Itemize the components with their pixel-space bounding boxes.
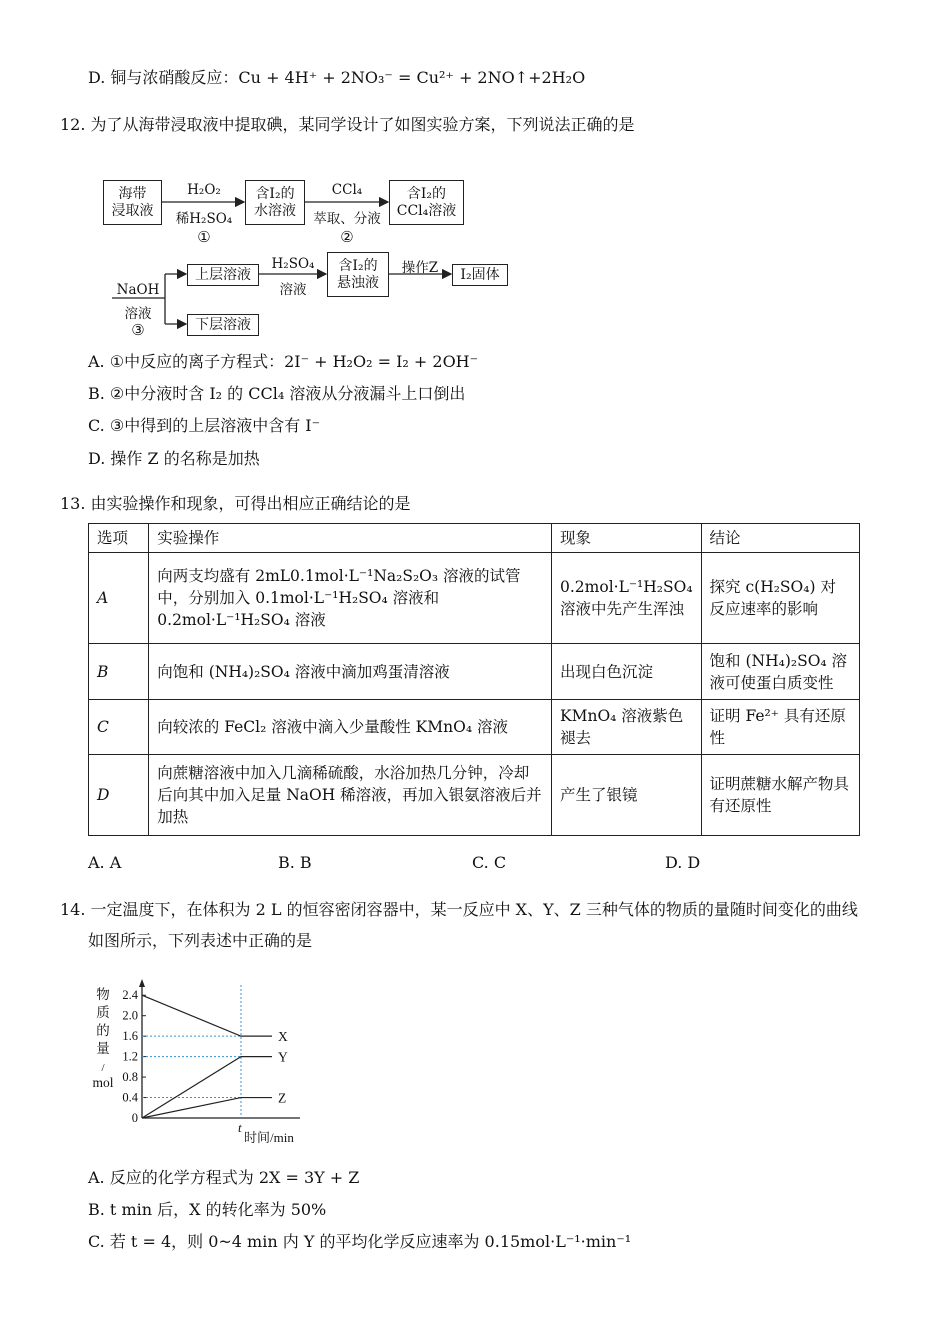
table-row — [89, 700, 860, 755]
flow-arrow2-reagent-bottom: 萃取、分液 — [313, 211, 381, 227]
header-option: 选项 — [89, 524, 149, 553]
header-conclusion: 结论 — [701, 524, 859, 553]
flow-arrow3-reagent-bottom: 溶液 — [279, 282, 307, 298]
y-axis-label-part: 质 — [96, 1005, 110, 1020]
row-label: D — [89, 755, 149, 836]
q13-experiment-table — [88, 523, 860, 836]
row-phenomenon: 出现白色沉淀 — [552, 644, 702, 700]
series-label-z: Z — [278, 1090, 287, 1106]
row-conclusion: 证明 Fe²⁺ 具有还原性 — [701, 700, 859, 755]
flow-naoh-label: NaOH — [116, 282, 160, 298]
flow-box-upper-layer: 上层溶液 — [187, 264, 259, 286]
row-conclusion: 证明蔗糖水解产物具有还原性 — [701, 755, 859, 836]
row-label: C — [89, 700, 149, 755]
row-conclusion: 饱和 (NH₄)₂SO₄ 溶液可使蛋白质变性 — [701, 644, 859, 700]
y-tick-label: 1.2 — [122, 1049, 138, 1064]
row-conclusion: 探究 c(H₂SO₄) 对反应速率的影响 — [701, 553, 859, 644]
flow-box-iodine-aqueous: 含I₂的 水溶液 — [245, 180, 305, 225]
flow-box-iodine-suspension: 含I₂的 悬浊液 — [327, 252, 389, 297]
y-axis-label-part: 量 — [96, 1041, 110, 1056]
y-tick-label: 1.6 — [122, 1029, 138, 1044]
q12-option-b: B. ②中分液时含 I₂ 的 CCl₄ 溶液从分液漏斗上口倒出 — [88, 384, 466, 403]
row-phenomenon: 产生了银镜 — [552, 755, 702, 836]
table-row — [89, 755, 860, 836]
q13-option-d: D. D — [665, 853, 701, 872]
q14-option-b: B. t min 后，X 的转化率为 50% — [88, 1200, 327, 1219]
q13-stem: 13. 由实验操作和现象，可得出相应正确结论的是 — [60, 494, 411, 513]
y-axis-label-part: mol — [92, 1075, 114, 1090]
y-tick-label: 2.0 — [122, 1008, 138, 1023]
flow-naoh-solution-label: 溶液 — [124, 306, 152, 322]
q14-stem-line2: 如图所示，下列表述中正确的是 — [88, 931, 313, 950]
q13-option-c: C. C — [472, 853, 507, 872]
q14-stem-line1: 14. 一定温度下，在体积为 2 L 的恒容密闭容器中，某一反应中 X、Y、Z 三种气体的物质的量随时间变化的曲线 — [60, 900, 858, 919]
table-header-row — [89, 524, 860, 553]
row-phenomenon: 0.2mol·L⁻¹H₂SO₄ 溶液中先产生浑浊 — [552, 553, 702, 644]
q14-option-c: C. 若 t = 4，则 0~4 min 内 Y 的平均化学反应速率为 0.15mol·L⁻¹·min⁻¹ — [88, 1232, 632, 1251]
flow-box-iodine-ccl4: 含I₂的 CCl₄溶液 — [389, 180, 464, 225]
q14-option-a: A. 反应的化学方程式为 2X = 3Y + Z — [88, 1168, 360, 1187]
flow-arrow3-reagent-top: H₂SO₄ — [271, 256, 315, 272]
y-axis-label-part: / — [101, 1062, 105, 1074]
series-line-z — [142, 1098, 272, 1118]
y-tick-label: 0.4 — [122, 1090, 138, 1105]
q12-option-a: A. ①中反应的离子方程式：2I⁻ + H₂O₂ = I₂ + 2OH⁻ — [88, 352, 479, 371]
flow-arrow4-operation: 操作Z — [401, 260, 439, 276]
flow-arrow1-reagent-bottom: 稀H₂SO₄ — [175, 211, 233, 227]
flow-arrow1-reagent-top: H₂O₂ — [187, 182, 221, 198]
flow-box-kelp-extract: 海带 浸取液 — [103, 180, 162, 225]
flow-step1-marker: ① — [197, 228, 211, 246]
row-label: B — [89, 644, 149, 700]
row-operation: 向蔗糖溶液中加入几滴稀硫酸，水浴加热几分钟，冷却后向其中加入足量 NaOH 稀溶液，再加入银氨溶液后并加热 — [149, 755, 552, 836]
y-axis-label-part: 的 — [96, 1023, 110, 1038]
q11-option-d: D. 铜与浓硝酸反应：Cu + 4H⁺ + 2NO₃⁻ = Cu²⁺ + 2NO↑+2H₂O — [88, 68, 586, 87]
y-tick-label: 0 — [131, 1111, 138, 1125]
flow-box-lower-layer: 下层溶液 — [187, 314, 259, 336]
q14-line-chart — [0, 965, 330, 1150]
q12-option-d: D. 操作 Z 的名称是加热 — [88, 449, 260, 468]
series-label-y: Y — [278, 1049, 288, 1065]
table-row — [89, 644, 860, 700]
y-tick-label: 0.8 — [122, 1070, 138, 1085]
x-tick-label-t: t — [238, 1120, 242, 1135]
q13-option-a: A. A — [88, 853, 122, 872]
q12-stem: 12. 为了从海带浸取液中提取碘，某同学设计了如图实验方案，下列说法正确的是 — [60, 115, 635, 134]
q13-option-b: B. B — [278, 853, 312, 872]
y-axis-arrow — [139, 979, 145, 987]
series-line-y — [142, 1057, 272, 1118]
flow-step2-marker: ② — [340, 228, 354, 246]
series-label-x: X — [278, 1029, 288, 1045]
table-row — [89, 553, 860, 644]
series-line-x — [142, 995, 272, 1036]
x-axis-label: 时间/min — [244, 1130, 294, 1145]
flow-step3-marker: ③ — [131, 321, 145, 339]
flow-box-iodine-solid: I₂固体 — [452, 264, 508, 286]
header-phenomenon: 现象 — [552, 524, 702, 553]
row-operation: 向两支均盛有 2mL0.1mol·L⁻¹Na₂S₂O₃ 溶液的试管中，分别加入 0.1mol·L⁻¹H₂SO₄ 溶液和 0.2mol·L⁻¹H₂SO₄ 溶液 — [149, 553, 552, 644]
q12-option-c: C. ③中得到的上层溶液中含有 I⁻ — [88, 416, 321, 435]
row-operation: 向饱和 (NH₄)₂SO₄ 溶液中滴加鸡蛋清溶液 — [149, 644, 552, 700]
row-phenomenon: KMnO₄ 溶液紫色褪去 — [552, 700, 702, 755]
y-tick-label: 2.4 — [122, 988, 138, 1003]
row-label: A — [89, 553, 149, 644]
y-axis-label-part: 物 — [96, 987, 110, 1002]
row-operation: 向较浓的 FeCl₂ 溶液中滴入少量酸性 KMnO₄ 溶液 — [149, 700, 552, 755]
header-operation: 实验操作 — [149, 524, 552, 553]
flow-arrow2-reagent-top: CCl₄ — [331, 182, 363, 198]
